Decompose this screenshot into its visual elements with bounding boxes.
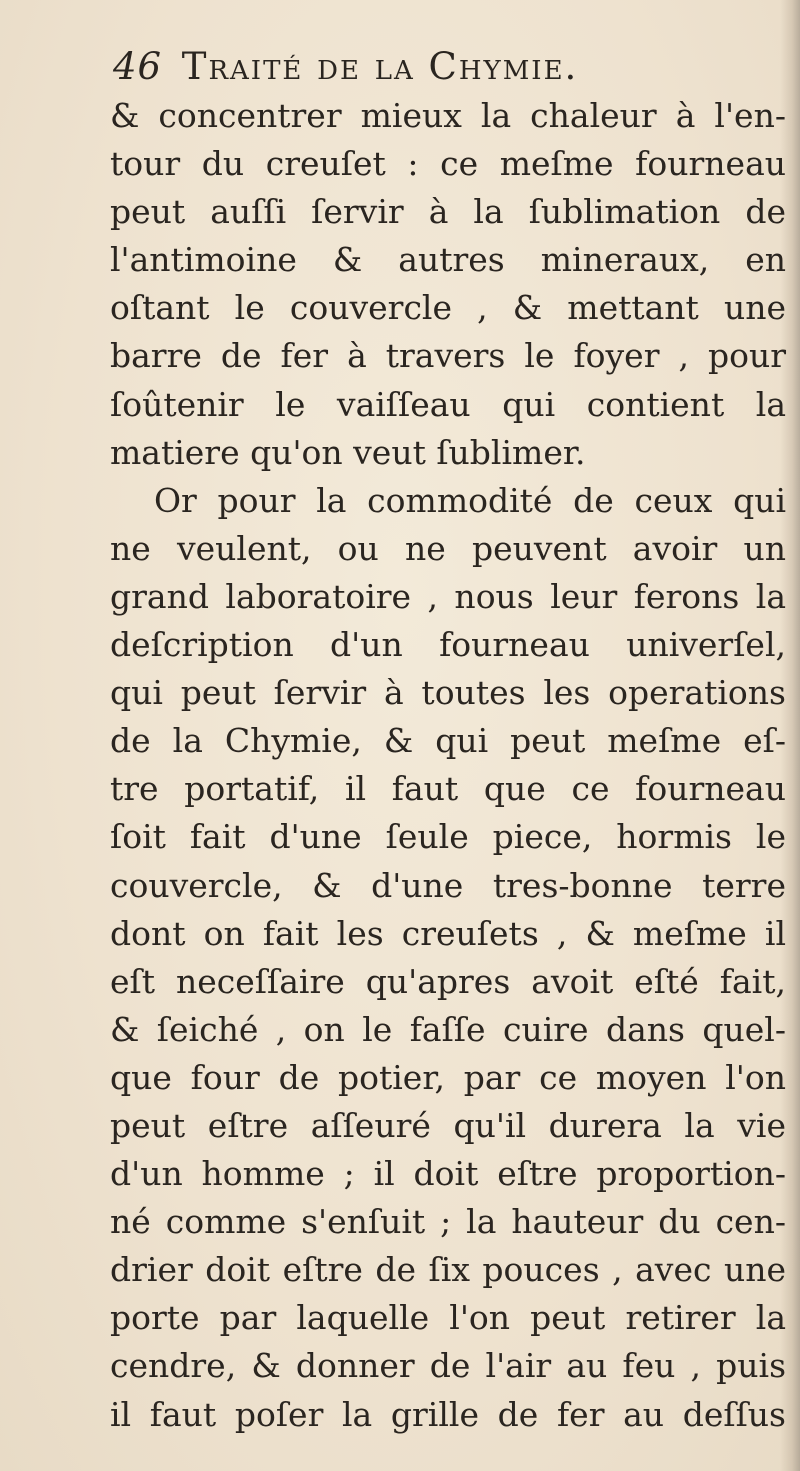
text-line: grand laboratoire , nous leur ferons la xyxy=(110,576,786,616)
text-line: couvercle, & d'une tres-bonne terre xyxy=(110,865,786,905)
text-line: & concentrer mieux la chaleur à l'en- xyxy=(110,96,786,135)
text-line: dont on fait les creuſets , & meſme il xyxy=(110,913,786,953)
text-line: tour du creuſet : ce meſme fourneau xyxy=(110,144,786,184)
page-number: 46 xyxy=(113,45,163,88)
text-line: ſoit fait d'une ſeule piece, hormis le xyxy=(110,817,786,857)
text-line: peut auſſi ſervir à la ſublimation de xyxy=(110,192,786,232)
text-line: que four de potier, par ce moyen l'on xyxy=(110,1057,786,1097)
text-line: ſoûtenir le vaiſſeau qui contient la xyxy=(110,384,786,424)
text-line: & ſeiché , on le faſſe cuire dans quel- xyxy=(110,1009,786,1049)
text-line: drier doit eſtre de ſix pouces , avec une xyxy=(110,1250,786,1290)
text-line: de la Chymie, & qui peut meſme eſ- xyxy=(110,721,786,761)
text-line: matiere qu'on veut ſublimer. xyxy=(110,432,586,472)
text-line: porte par laquelle l'on peut retirer la xyxy=(110,1298,786,1338)
text-line: eſt neceſſaire qu'apres avoit eſté fait, xyxy=(110,961,786,1001)
text-line: d'un homme ; il doit eſtre proportion- xyxy=(110,1154,786,1194)
running-title: Traité de la Chymie. xyxy=(181,45,579,88)
body-text xyxy=(110,92,786,1439)
text-line: peut eſtre aſſeuré qu'il durera la vie xyxy=(110,1105,786,1145)
text-line: qui peut ſervir à toutes les operations xyxy=(110,673,786,713)
text-line: il faut poſer la grille de fer au deſſus xyxy=(110,1394,786,1434)
text-line: barre de fer à travers le foyer , pour xyxy=(110,336,786,376)
text-line: né comme s'enſuit ; la hauteur du cen- xyxy=(110,1202,786,1242)
text-line: cendre, & donner de l'air au feu , puis xyxy=(110,1346,786,1386)
text-line: Or pour la commodité de ceux qui xyxy=(154,480,786,520)
page-header xyxy=(113,45,713,95)
text-line: l'antimoine & autres mineraux, en xyxy=(110,240,786,280)
text-line: ne veulent, ou ne peuvent avoir un xyxy=(110,528,786,568)
text-line: deſcription d'un fourneau univerſel, xyxy=(110,625,786,665)
text-line: tre portatif, il faut que ce fourneau xyxy=(110,769,786,809)
text-line: oſtant le couvercle , & mettant une xyxy=(110,288,786,328)
